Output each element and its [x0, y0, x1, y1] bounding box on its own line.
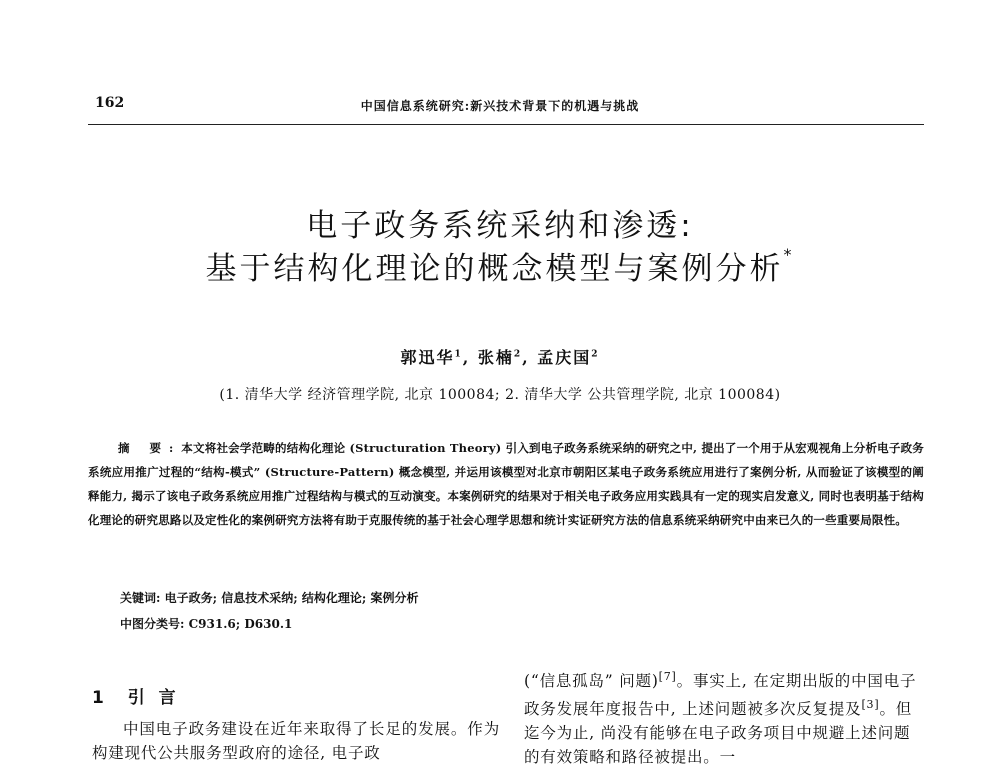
- section-heading: [92, 683, 180, 708]
- running-header: 中国信息系统研究:新兴技术背景下的机遇与挑战: [360, 99, 640, 113]
- section-number: 1: [92, 688, 108, 708]
- paper-title-line-2: [0, 243, 1000, 288]
- paper-title-line-1: 电子政务系统采纳和渗透:: [306, 208, 694, 244]
- keywords-label: 关键词:: [120, 591, 161, 605]
- body-text: (“信息孤岛” 问题): [524, 672, 659, 691]
- abstract: [88, 436, 924, 532]
- classification-label: 中图分类号:: [120, 617, 185, 631]
- page-number: 162: [95, 95, 125, 111]
- header-rule: [88, 124, 924, 125]
- body-text: 。事实上, 在定期出版的中国电子政务发展年度报告中, 上述问题被多次反复提及: [524, 672, 917, 719]
- keywords: [120, 589, 418, 606]
- author-name: 郭迅华: [400, 348, 455, 367]
- author-affiliation-mark: 2: [591, 349, 600, 360]
- author-affiliation-mark: 2: [513, 349, 523, 360]
- abstract-label: 摘 要:: [118, 441, 182, 455]
- body-text: 。但迄今为止, 尚没有能够在电子政务项目中规避上述问题的有效策略和路径被提出。一: [524, 700, 913, 767]
- section-title: 引 言: [127, 688, 180, 708]
- author-affiliation-mark: 1: [454, 349, 463, 360]
- keywords-text: 电子政务; 信息技术采纳; 结构化理论; 案例分析: [164, 591, 419, 605]
- affiliations: (1. 清华大学 经济管理学院, 北京 100084; 2. 清华大学 公共管理学院, 北京 100084): [219, 387, 781, 403]
- paper-title-line-2-text: 基于结构化理论的概念模型与案例分析: [205, 251, 784, 287]
- title-footnote-mark: *: [783, 245, 795, 264]
- author-name: 孟庆国: [537, 348, 592, 367]
- abstract-text: 本文将社会学范畴的结构化理论 (Structuration Theory) 引入到电子政务系统采纳的研究之中, 提出了一个用于从宏观视角上分析电子政务系统应用推广过程的“结构-模式” (Structure-Pattern) 概念模型, 并运用该模型对北京市朝阳区某电子政务系统应用进行了案例分析, 从而验证了该模型的阐释能力, 揭示了该电子政务系统应用推广过程结构与模式的互动演变。本案例研究的结果对于相关电子政务应用实践具有一定的现实启发意义, 同时也表明基于结构化理论的研究思路以及定性化的案例研究方法将有助于克服传统的基于社会心理学思想和统计实证研究方法的信息系统采纳研究中由来已久的一些重要局限性。: [88, 441, 924, 527]
- author-name: 张楠: [477, 348, 514, 367]
- author-list: 郭迅华$^1$, 张楠$^2$, 孟庆国$^2$: [400, 348, 600, 367]
- citation-ref: [3]: [861, 698, 880, 712]
- body-right-column: [524, 665, 924, 769]
- citation-ref: [7]: [658, 670, 677, 683]
- body-left-column: 中国电子政务建设在近年来取得了长足的发展。作为构建现代公共服务型政府的途径, 电子政: [92, 720, 500, 762]
- classification-text: C931.6; D630.1: [188, 617, 293, 631]
- classification-number: [120, 615, 292, 632]
